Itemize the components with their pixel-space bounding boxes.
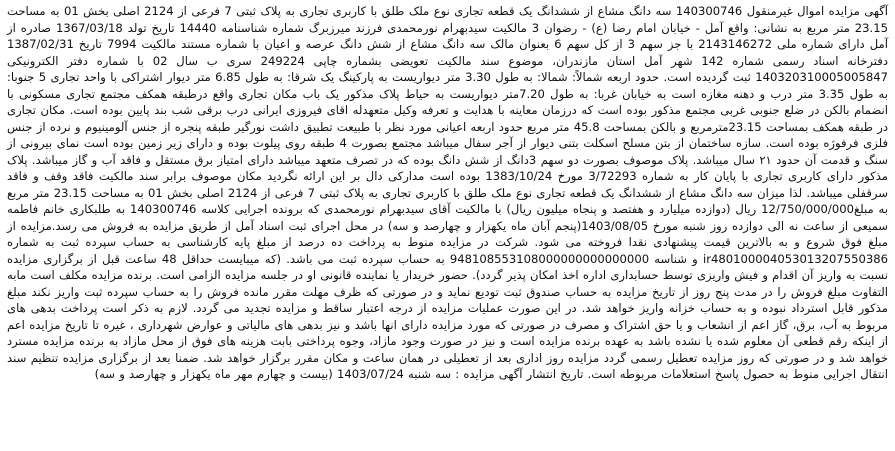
auction-notice-text: آگهی مزایده اموال غیرمنقول 140300746 سه دانگ مشاع از ششدانگ یک قطعه تجاری نوع ملک طلق با کاربری تجاری به پلاک ثبتی 7 فرعی از 2124 اصلی بخش 01 به مساحت 23.15 متر مربع به نشانی: واقع آمل - خیابان امام رضا (ع) - رضوان 3 مالکیت سیدبهرام نورمحمدی فرزند میرزبرگ شماره شناسنامه 14440 تاریخ تولد 1367/03/18 صادره از آمل دارای شماره ملی 2143146272 با جز سهم 3 از کل سهم 6 بعنوان مالک سه دانگ مشاع از شش دانگ عرصه و اعیان با شماره مستند مالکیت 7994 تاریخ 1387/02/31 دفترخانه اسناد رسمی شماره 142 شهر آمل استان مازندران، موضوع سند مالکیت تعویضی بشماره چاپی 249224 سری ب سال 02 با شماره دفتر الکترونیکی 140320310005005847 ثبت گردیده است. حدود اربعه شمالاً: شمالا: به طول 3.30 متر دیواریست به پارکینگ یک شرقا: به طول 6.85 متر دیوار اشتراکی با واحد تجاری 5 جنوبا: به طول 3.35 متر درب و دهنه مغازه است به خیابان غربا: به طول 7.20متر دیواریست به حیاط پلاک مذکور یک باب مکان تجاری واقع درطبقه همکف مجتمع تجاری مسکونی با انضمام بالکن در ضلع جنوبی غربی مجتمع مذکور بوده است که درزمان معاینه با هدایت و تعرفه وکیل متعهدله اقای فیروزی ایرانی درب برقی شب بند پایین بوده است. مکان تجاری در طبقه همکف بمساحت 23.15مترمربع و بالکن بمساحت 45.8 متر مربع حدود اربعه اعیانی مورد نظر با طبیعت تطبیق داشت نورگیر طبقه پنجره از جنس آلومینیوم و نرده از جنس فلزی فرفوژه بوده است. سازه ساختمان از بتن مسلح اسکلت بتنی دیوار از آجر سفال میباشد مجتمع بصورت 4 طبقه روی پیلوت بوده و دارای زیر زمین بوده است نمای بیرونی از سنگ و قدمت آن حدود ۲۱ سال میباشد. پلاک موصوف بصورت دو سهم 3دانگ از شش دانگ بوده که در تصرف متعهد میباشد دارای امتیاز برق مستقل و فاقد آب و گاز میباشد. پلاک مذکور دارای کاربری تجاری با پایان کار به شماره 3/72293 مورخ 1383/10/24 بوده است مدارکی دال بر این ارائه نگردید مکان موصوف برابر سند مالکیت فاقد وقف و فاقد سرقفلی میباشد. لذا میزان سه دانگ مشاع از ششدانگ یک قطعه تجاری نوع ملک طلق با کاربری تجاری به پلاک ثبتی 7 فرعی از 2124 اصلی بخش 01 به مساحت 23.15 متر مربع به مبلغ12/750/000/000 ریال (دوازده میلیارد و هفتصد و پنجاه میلیون ریال) با مالکیت آقای سیدبهرام نورمحمدی که برونده اجرایی کلاسه 140300746 به طلبکاری خانم فاطمه سمیعی از ساعت نه الی دوازده روز شنبه مورخ 1403/08/05(پنجم آبان ماه یکهزار و چهارصد و سه) در محل اجرای ثبت اسناد آمل از طریق مزایده به فروش می رسد.مزایده از مبلغ فوق شروع و به بالاترین قیمت پیشنهادی نقدا فروخته می شود. شرکت در مزایده منوط به پرداخت ده درصد از مبلغ پایه کارشناسی به حساب سپرده ثبت به شماره ir480100004053013207550386 و شناسه 948108553108000000000000000 به حساب سپرده ثبت می باشد. (که میبایست حداقل 48 ساعت قبل از برگزاری مزایده نسبت به واریز آن اقدام و فیش واریزی توسط حسابداری اداره اخذ امکان پذیر گردد). حضور خریدار یا نماینده قانونی او در جلسه مزایده الزامی است. برنده مزایده مکلف است مابه التفاوت مبلغ فروش را در مدت پنج روز از تاریخ مزایده به حساب صندوق ثبت تودیع نماید و در صورتی که ظرف مهلت مقرر مانده فروش را به حساب سپرده ثبت واریز نکند مبلغ مذکور قابل استرداد نبوده و به حساب خزانه واریز خواهد شد. در این صورت عملیات مزایده از درجه اعتبار ساقط و مزایده تجدید می گردد. لازم به ذکر است پرداخت بدهی های مربوط به آب، برق، گاز اعم از انشعاب و یا حق اشتراک و مصرف در صورتی که مورد مزایده دارای انها باشد و نیز بدهی های مالیاتی و عوارض شهرداری ، غیره تا تاریخ مزایده اعم از اینکه رقم قطعی آن معلوم شده یا نشده باشد به عهده برنده مزایده است و نیز در صورت وجود مازاد، وجوه پرداختی بابت هزینه های فوق از محل مازاد به برنده مزایده مسترد خواهد شد و در صورتی که روز مزایده تعطیل رسمی گردد مزایده روز اداری بعد از تعطیلی در همان ساعت و مکان مقرر برگزار خواهد شد. ضمنا بعد از برگزاری مزایده تنظیم سند انتقال اجرایی منوط به حصول پاسخ استعلامات مربوطه است. تاریخ انتشار آگهی مزایده : سه شنبه 1403/07/24 (بیست و چهارم مهر ماه یکهزار و چهارصد و سه)	[7, 4, 889, 381]
